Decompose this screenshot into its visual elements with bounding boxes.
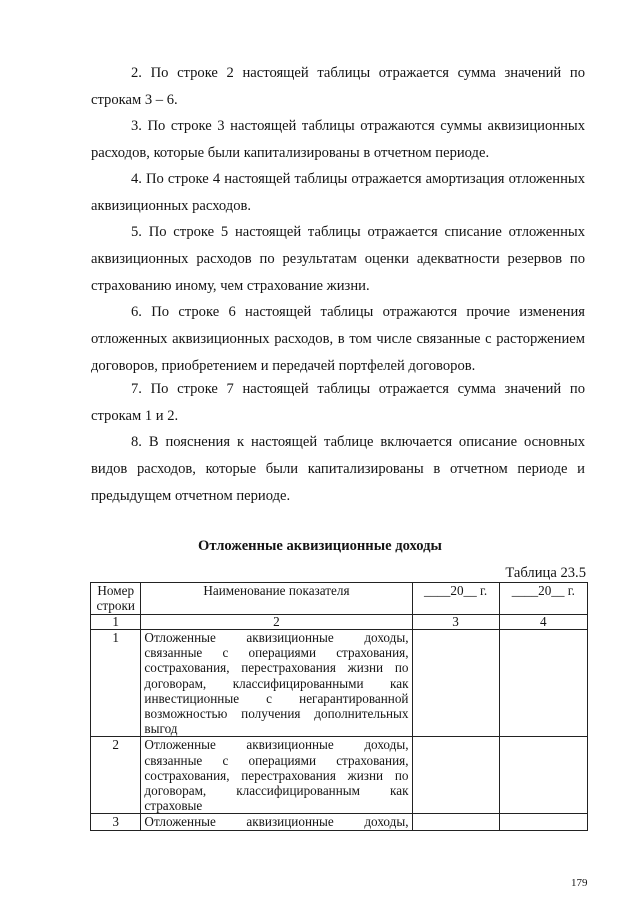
row-value-period-2 xyxy=(499,737,587,814)
paragraph-5: 5. По строке 5 настоящей таблицы отражается списание отложенных аквизиционных расходов по результатам оценки адекватности резервов по страхованию иному, чем страхование жизни. xyxy=(91,224,585,294)
row-number: 3 xyxy=(91,814,141,830)
row-value-period-2 xyxy=(499,630,587,737)
paragraph-3: 3. По строке 3 настоящей таблицы отражаются суммы аквизиционных расходов, которые были капитализированы в отчетном периоде. xyxy=(91,118,585,161)
header-period-2: ____20__ г. xyxy=(499,583,587,615)
paragraph-8: 8. В пояснения к настоящей таблице включается описание основных видов расходов, которые были капитализированы в отчетном периоде и предыдущем отчетном периоде. xyxy=(91,434,585,504)
header-period-1: ____20__ г. xyxy=(412,583,499,615)
paragraph-2: 2. По строке 2 настоящей таблицы отражается сумма значений по строкам 3 – 6. xyxy=(91,65,585,108)
column-number: 2 xyxy=(141,615,412,630)
header-indicator-name: Наименование показателя xyxy=(141,583,412,615)
row-indicator-name: Отложенные аквизиционные доходы, xyxy=(141,814,412,830)
row-number: 1 xyxy=(91,630,141,737)
column-number: 1 xyxy=(91,615,141,630)
paragraph-4: 4. По строке 4 настоящей таблицы отражается амортизация отложенных аквизиционных расходов. xyxy=(91,171,585,214)
row-value-period-1 xyxy=(412,737,499,814)
table-header-row xyxy=(91,583,588,615)
paragraph-6: 6. По строке 6 настоящей таблицы отражаются прочие изменения отложенных аквизиционных расходов, в том числе связанные с расторжением договоров, приобретением и передачей портфелей договоров. xyxy=(91,304,585,374)
table-title: Отложенные аквизиционные доходы xyxy=(198,538,442,554)
column-numbers-row xyxy=(91,615,588,630)
header-row-number: Номер строки xyxy=(91,583,141,615)
column-number: 4 xyxy=(499,615,587,630)
row-value-period-1 xyxy=(412,814,499,830)
paragraph-7: 7. По строке 7 настоящей таблицы отражается сумма значений по строкам 1 и 2. xyxy=(91,381,585,424)
page-number: 179 xyxy=(571,877,588,889)
deferred-acquisition-income-table xyxy=(90,582,588,831)
row-indicator-name: Отложенные аквизиционные доходы, связанные с операциями страхования, сострахования, перестрахования жизни по договорам, классифицированным как страховые xyxy=(141,737,412,814)
row-value-period-1 xyxy=(412,630,499,737)
row-value-period-2 xyxy=(499,814,587,830)
table-row xyxy=(91,814,588,830)
column-number: 3 xyxy=(412,615,499,630)
row-indicator-name: Отложенные аквизиционные доходы, связанные с операциями страхования, сострахования, перестрахования жизни по договорам, классифицированными как инвестиционные с негарантированной возможностью получения дополнительных выгод xyxy=(141,630,412,737)
table-row xyxy=(91,737,588,814)
table-caption: Таблица 23.5 xyxy=(505,565,586,581)
row-number: 2 xyxy=(91,737,141,814)
table-row xyxy=(91,630,588,737)
